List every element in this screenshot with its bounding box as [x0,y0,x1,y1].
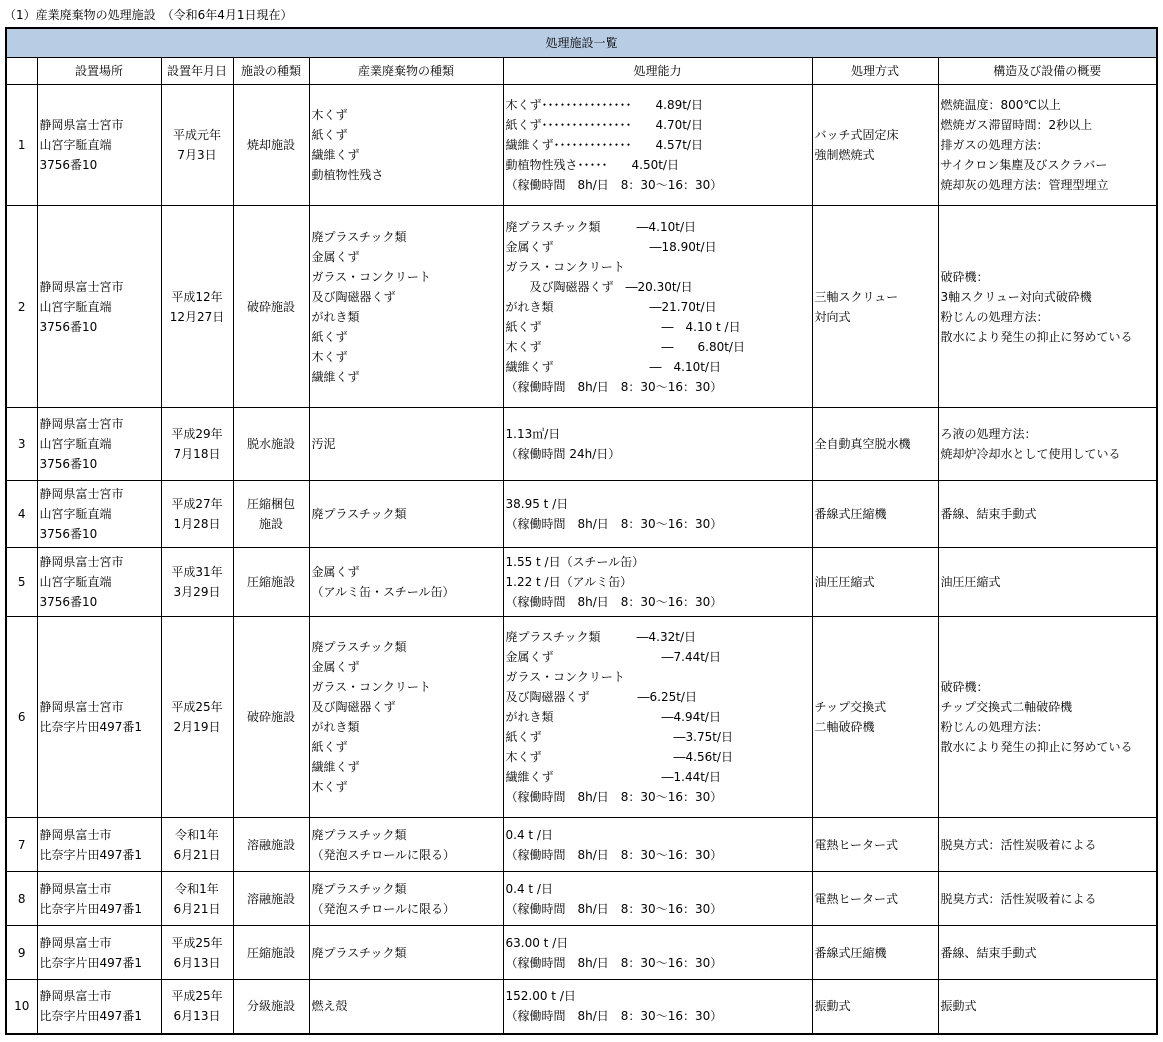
header-method: 処理方式 [812,58,938,85]
row-capacity: 152.00 t /日 （稼働時間 8h/日 8：30～16：30） [503,980,812,1034]
row-location: 静岡県富士市 比奈字片田497番1 [37,980,161,1034]
row-date: 平成25年 6月13日 [161,926,233,980]
row-waste: 廃プラスチック類 （発泡スチロールに限る） [309,818,503,872]
row-type: 分級施設 [233,980,309,1034]
row-overview: 番線、結束手動式 [938,481,1157,548]
row-no: 3 [6,408,37,481]
row-type: 破砕施設 [233,206,309,408]
table-row [6,548,1157,617]
row-waste: 廃プラスチック類 [309,481,503,548]
row-capacity: 0.4 t /日 （稼働時間 8h/日 8：30～16：30） [503,872,812,926]
row-date: 平成元年 7月3日 [161,85,233,206]
row-location: 静岡県富士市 比奈字片田497番1 [37,818,161,872]
row-type: 圧縮施設 [233,548,309,617]
row-waste: 廃プラスチック類 金属くず ガラス・コンクリート 及び陶磁器くず がれき類 紙くず 繊維くず 木くず [309,617,503,818]
row-location: 静岡県富士宮市 山宮字駈直端 3756番10 [37,85,161,206]
row-type: 圧縮梱包 施設 [233,481,309,548]
row-overview: 脱臭方式：活性炭吸着による [938,872,1157,926]
row-capacity: 1.13㎥/日 （稼働時間 24h/日） [503,408,812,481]
row-type: 脱水施設 [233,408,309,481]
row-date: 令和1年 6月21日 [161,818,233,872]
row-location: 静岡県富士市 比奈字片田497番1 [37,926,161,980]
row-location: 静岡県富士宮市 山宮字駈直端 3756番10 [37,548,161,617]
table-banner: 処理施設一覧 [6,28,1157,58]
row-waste: 木くず 紙くず 繊維くず 動植物性残さ [309,85,503,206]
row-location: 静岡県富士宮市 比奈字片田497番1 [37,617,161,818]
header-overview: 構造及び設備の概要 [938,58,1157,85]
row-type: 焼却施設 [233,85,309,206]
row-no: 10 [6,980,37,1034]
row-no: 2 [6,206,37,408]
row-overview: 脱臭方式：活性炭吸着による [938,818,1157,872]
table-row [6,872,1157,926]
row-method: 番線式圧縮機 [812,926,938,980]
header-capacity: 処理能力 [503,58,812,85]
row-waste: 燃え殻 [309,980,503,1034]
row-capacity: 廃プラスチック類 ―4.10t/日 金属くず ―18.90t/日 ガラス・コンクリート 及び陶磁器くず ―20.30t/日 がれき類 ―21.70t/日 紙くず ― 4.10 t /日 木くず ― 6.80t/日 繊維くず ― 4.10t/日 （稼働時間 8h/日 8：30～16：30） [503,206,812,408]
row-location: 静岡県富士市 比奈字片田497番1 [37,872,161,926]
row-method: 三軸スクリュー 対向式 [812,206,938,408]
table-row [6,980,1157,1034]
row-capacity: 廃プラスチック類 ―4.32t/日 金属くず ―7.44t/日 ガラス・コンクリート 及び陶磁器くず ―6.25t/日 がれき類 ―4.94t/日 紙くず ―3.75t/日 木くず ―4.56t/日 繊維くず ―1.44t/日 （稼働時間 8h/日 8：30～16：30） [503,617,812,818]
table-row [6,85,1157,206]
row-date: 平成25年 2月19日 [161,617,233,818]
row-date: 平成12年 12月27日 [161,206,233,408]
row-method: 電熱ヒーター式 [812,818,938,872]
row-location: 静岡県富士宮市 山宮字駈直端 3756番10 [37,408,161,481]
table-row [6,926,1157,980]
row-date: 平成27年 1月28日 [161,481,233,548]
row-overview: 燃焼温度：800℃以上 燃焼ガス滞留時間：2秒以上 排ガスの処理方法： サイクロン集塵及びスクラバー 焼却灰の処理方法：管理型埋立 [938,85,1157,206]
row-date: 平成31年 3月29日 [161,548,233,617]
row-overview: 破砕機： 3軸スクリュー対向式破砕機 粉じんの処理方法： 散水により発生の抑止に努めている [938,206,1157,408]
row-type: 破砕施設 [233,617,309,818]
row-no: 7 [6,818,37,872]
row-method: バッチ式固定床 強制燃焼式 [812,85,938,206]
row-method: 油圧圧縮式 [812,548,938,617]
row-overview: 番線、結束手動式 [938,926,1157,980]
row-capacity: 63.00 t /日 （稼働時間 8h/日 8：30～16：30） [503,926,812,980]
row-type: 圧縮施設 [233,926,309,980]
table-row [6,818,1157,872]
row-type: 溶融施設 [233,872,309,926]
row-type: 溶融施設 [233,818,309,872]
row-method: チップ交換式 二軸破砕機 [812,617,938,818]
table-row [6,481,1157,548]
row-waste: 金属くず （アルミ缶・スチール缶） [309,548,503,617]
row-method: 電熱ヒーター式 [812,872,938,926]
row-method: 番線式圧縮機 [812,481,938,548]
row-date: 平成29年 7月18日 [161,408,233,481]
row-method: 振動式 [812,980,938,1034]
header-location: 設置場所 [37,58,161,85]
facility-table [5,27,1158,1035]
row-method: 全自動真空脱水機 [812,408,938,481]
row-waste: 廃プラスチック類 金属くず ガラス・コンクリート 及び陶磁器くず がれき類 紙くず 木くず 繊維くず [309,206,503,408]
row-location: 静岡県富士宮市 山宮字駈直端 3756番10 [37,206,161,408]
row-overview: 破砕機： チップ交換式二軸破砕機 粉じんの処理方法： 散水により発生の抑止に努めている [938,617,1157,818]
row-capacity: 1.55 t /日（スチール缶） 1.22 t /日（アルミ缶） （稼働時間 8h/日 8：30～16：30） [503,548,812,617]
row-capacity: 木くず･･･････････････ 4.89t/日 紙くず･･･････････････ 4.70t/日 繊維くず･････････････ 4.57t/日 動植物性残さ･････ 4.50t/日 （稼働時間 8h/日 8：30～16：30） [503,85,812,206]
page-title: （1）産業廃棄物の処理施設 （令和6年4月1日現在） [4,8,293,22]
header-date: 設置年月日 [161,58,233,85]
row-waste: 汚泥 [309,408,503,481]
row-waste: 廃プラスチック類 [309,926,503,980]
table-row [6,206,1157,408]
row-date: 令和1年 6月21日 [161,872,233,926]
row-date: 平成25年 6月13日 [161,980,233,1034]
row-overview: ろ液の処理方法： 焼却炉冷却水として使用している [938,408,1157,481]
header-no [6,58,37,85]
table-row [6,617,1157,818]
row-no: 5 [6,548,37,617]
row-waste: 廃プラスチック類 （発泡スチロールに限る） [309,872,503,926]
row-no: 1 [6,85,37,206]
row-location: 静岡県富士宮市 山宮字駈直端 3756番10 [37,481,161,548]
row-no: 4 [6,481,37,548]
row-no: 9 [6,926,37,980]
row-no: 6 [6,617,37,818]
row-overview: 油圧圧縮式 [938,548,1157,617]
header-type: 施設の種類 [233,58,309,85]
row-capacity: 38.95 t /日 （稼働時間 8h/日 8：30～16：30） [503,481,812,548]
table-row [6,408,1157,481]
row-no: 8 [6,872,37,926]
row-overview: 振動式 [938,980,1157,1034]
row-capacity: 0.4 t /日 （稼働時間 8h/日 8：30～16：30） [503,818,812,872]
header-waste: 産業廃棄物の種類 [309,58,503,85]
